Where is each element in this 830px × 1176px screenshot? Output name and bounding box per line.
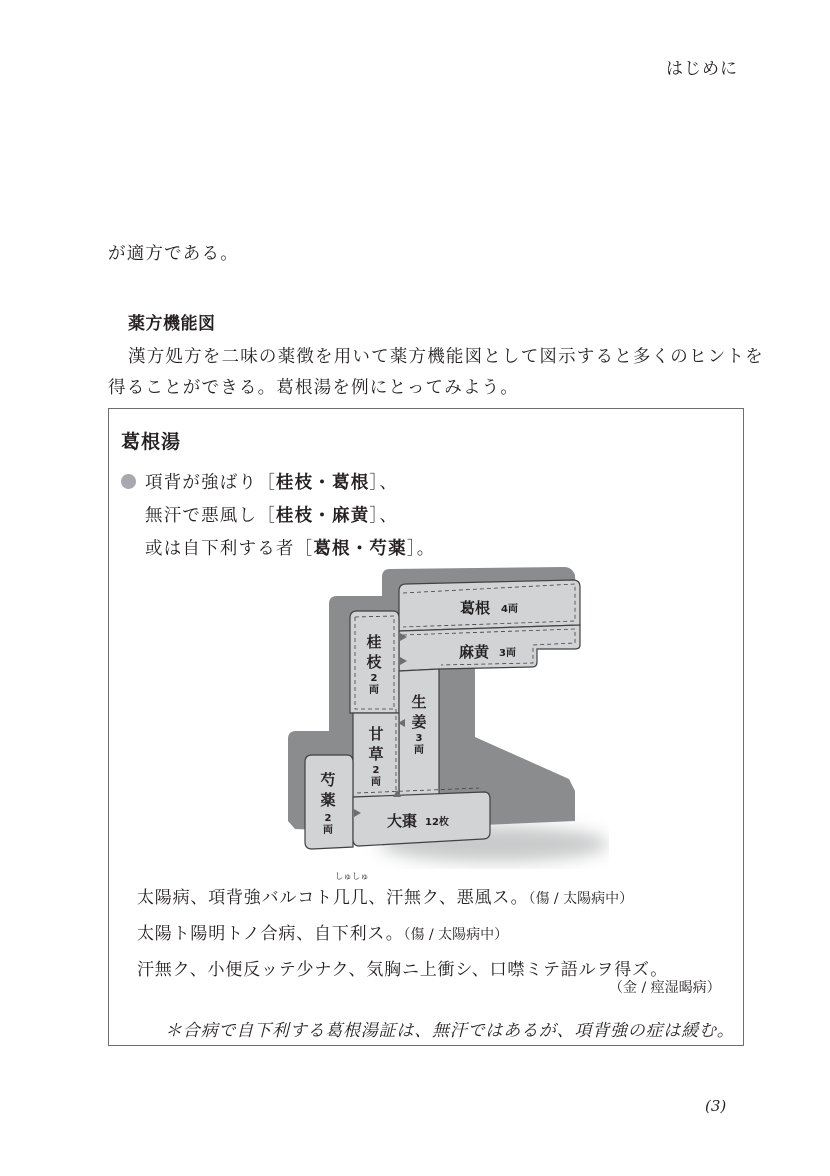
formula-title: 葛根湯 bbox=[121, 431, 182, 453]
quote-3-source: （金 / 痙湿暍病） bbox=[609, 980, 721, 996]
svg-text:枝: 枝 bbox=[366, 653, 382, 671]
quote-1: 太陽病、項背強バルコト しゅしゅ 几几、汗無ク、悪風ス。（傷 / 太陽病中） bbox=[137, 872, 634, 908]
svg-text:2: 2 bbox=[372, 765, 380, 776]
svg-text:両: 両 bbox=[371, 777, 381, 788]
section-heading: 薬方機能図 bbox=[128, 314, 216, 334]
amount-mao: 3両 bbox=[499, 648, 516, 659]
bullet-line-1: 項背が強ばり［桂枝・葛根］、 bbox=[145, 473, 399, 493]
svg-text:2: 2 bbox=[370, 673, 378, 684]
page-number: (3) bbox=[705, 1097, 727, 1115]
label-taiso: 大棗 bbox=[387, 812, 418, 830]
bullet-line-2: 無汗で悪風し［桂枝・麻黄］、 bbox=[145, 506, 399, 526]
svg-text:3: 3 bbox=[415, 733, 423, 744]
svg-text:姜: 姜 bbox=[411, 713, 427, 731]
svg-text:2: 2 bbox=[324, 813, 332, 824]
continuation-text: が適方である。 bbox=[108, 244, 239, 264]
svg-text:両: 両 bbox=[414, 745, 424, 756]
svg-text:草: 草 bbox=[368, 745, 384, 763]
bullet-line-3: 或は自下利する者［葛根・芍薬］。 bbox=[145, 539, 436, 559]
svg-text:薬: 薬 bbox=[320, 791, 336, 809]
amount-kakkon: 4両 bbox=[501, 604, 518, 615]
quote-3: 汗無ク、小便反ッテ少ナク、気胸ニ上衝シ、口噤ミテ語ルヲ得ズ。 bbox=[137, 960, 669, 980]
paragraph-line-2: 得ることができる。葛根湯を例にとってみよう。 bbox=[108, 378, 520, 398]
bullet-icon bbox=[121, 474, 136, 489]
herb-function-diagram bbox=[279, 559, 609, 869]
label-mao: 麻黄 bbox=[459, 643, 490, 661]
label-kakkon: 葛根 bbox=[460, 599, 491, 617]
svg-text:桂: 桂 bbox=[366, 633, 382, 651]
svg-text:甘: 甘 bbox=[368, 725, 384, 743]
amount-taiso: 12枚 bbox=[425, 817, 449, 828]
svg-text:芍: 芍 bbox=[320, 771, 336, 789]
quote-2: 太陽ト陽明トノ合病、自下利ス。（傷 / 太陽病中） bbox=[137, 924, 509, 944]
svg-text:両: 両 bbox=[369, 685, 379, 696]
paragraph-line-1: 漢方処方を二味の薬徴を用いて薬方機能図として図示すると多くのヒントを bbox=[128, 347, 764, 367]
footnote: ＊合病で自下利する葛根湯証は、無汗ではあるが、項背強の症は緩む。 bbox=[165, 1021, 735, 1041]
svg-text:両: 両 bbox=[323, 825, 333, 836]
running-head: はじめに bbox=[666, 59, 738, 79]
svg-text:生: 生 bbox=[411, 693, 427, 711]
formula-box bbox=[108, 408, 744, 1046]
ruby-shushu: しゅしゅ 几几 bbox=[332, 872, 369, 908]
